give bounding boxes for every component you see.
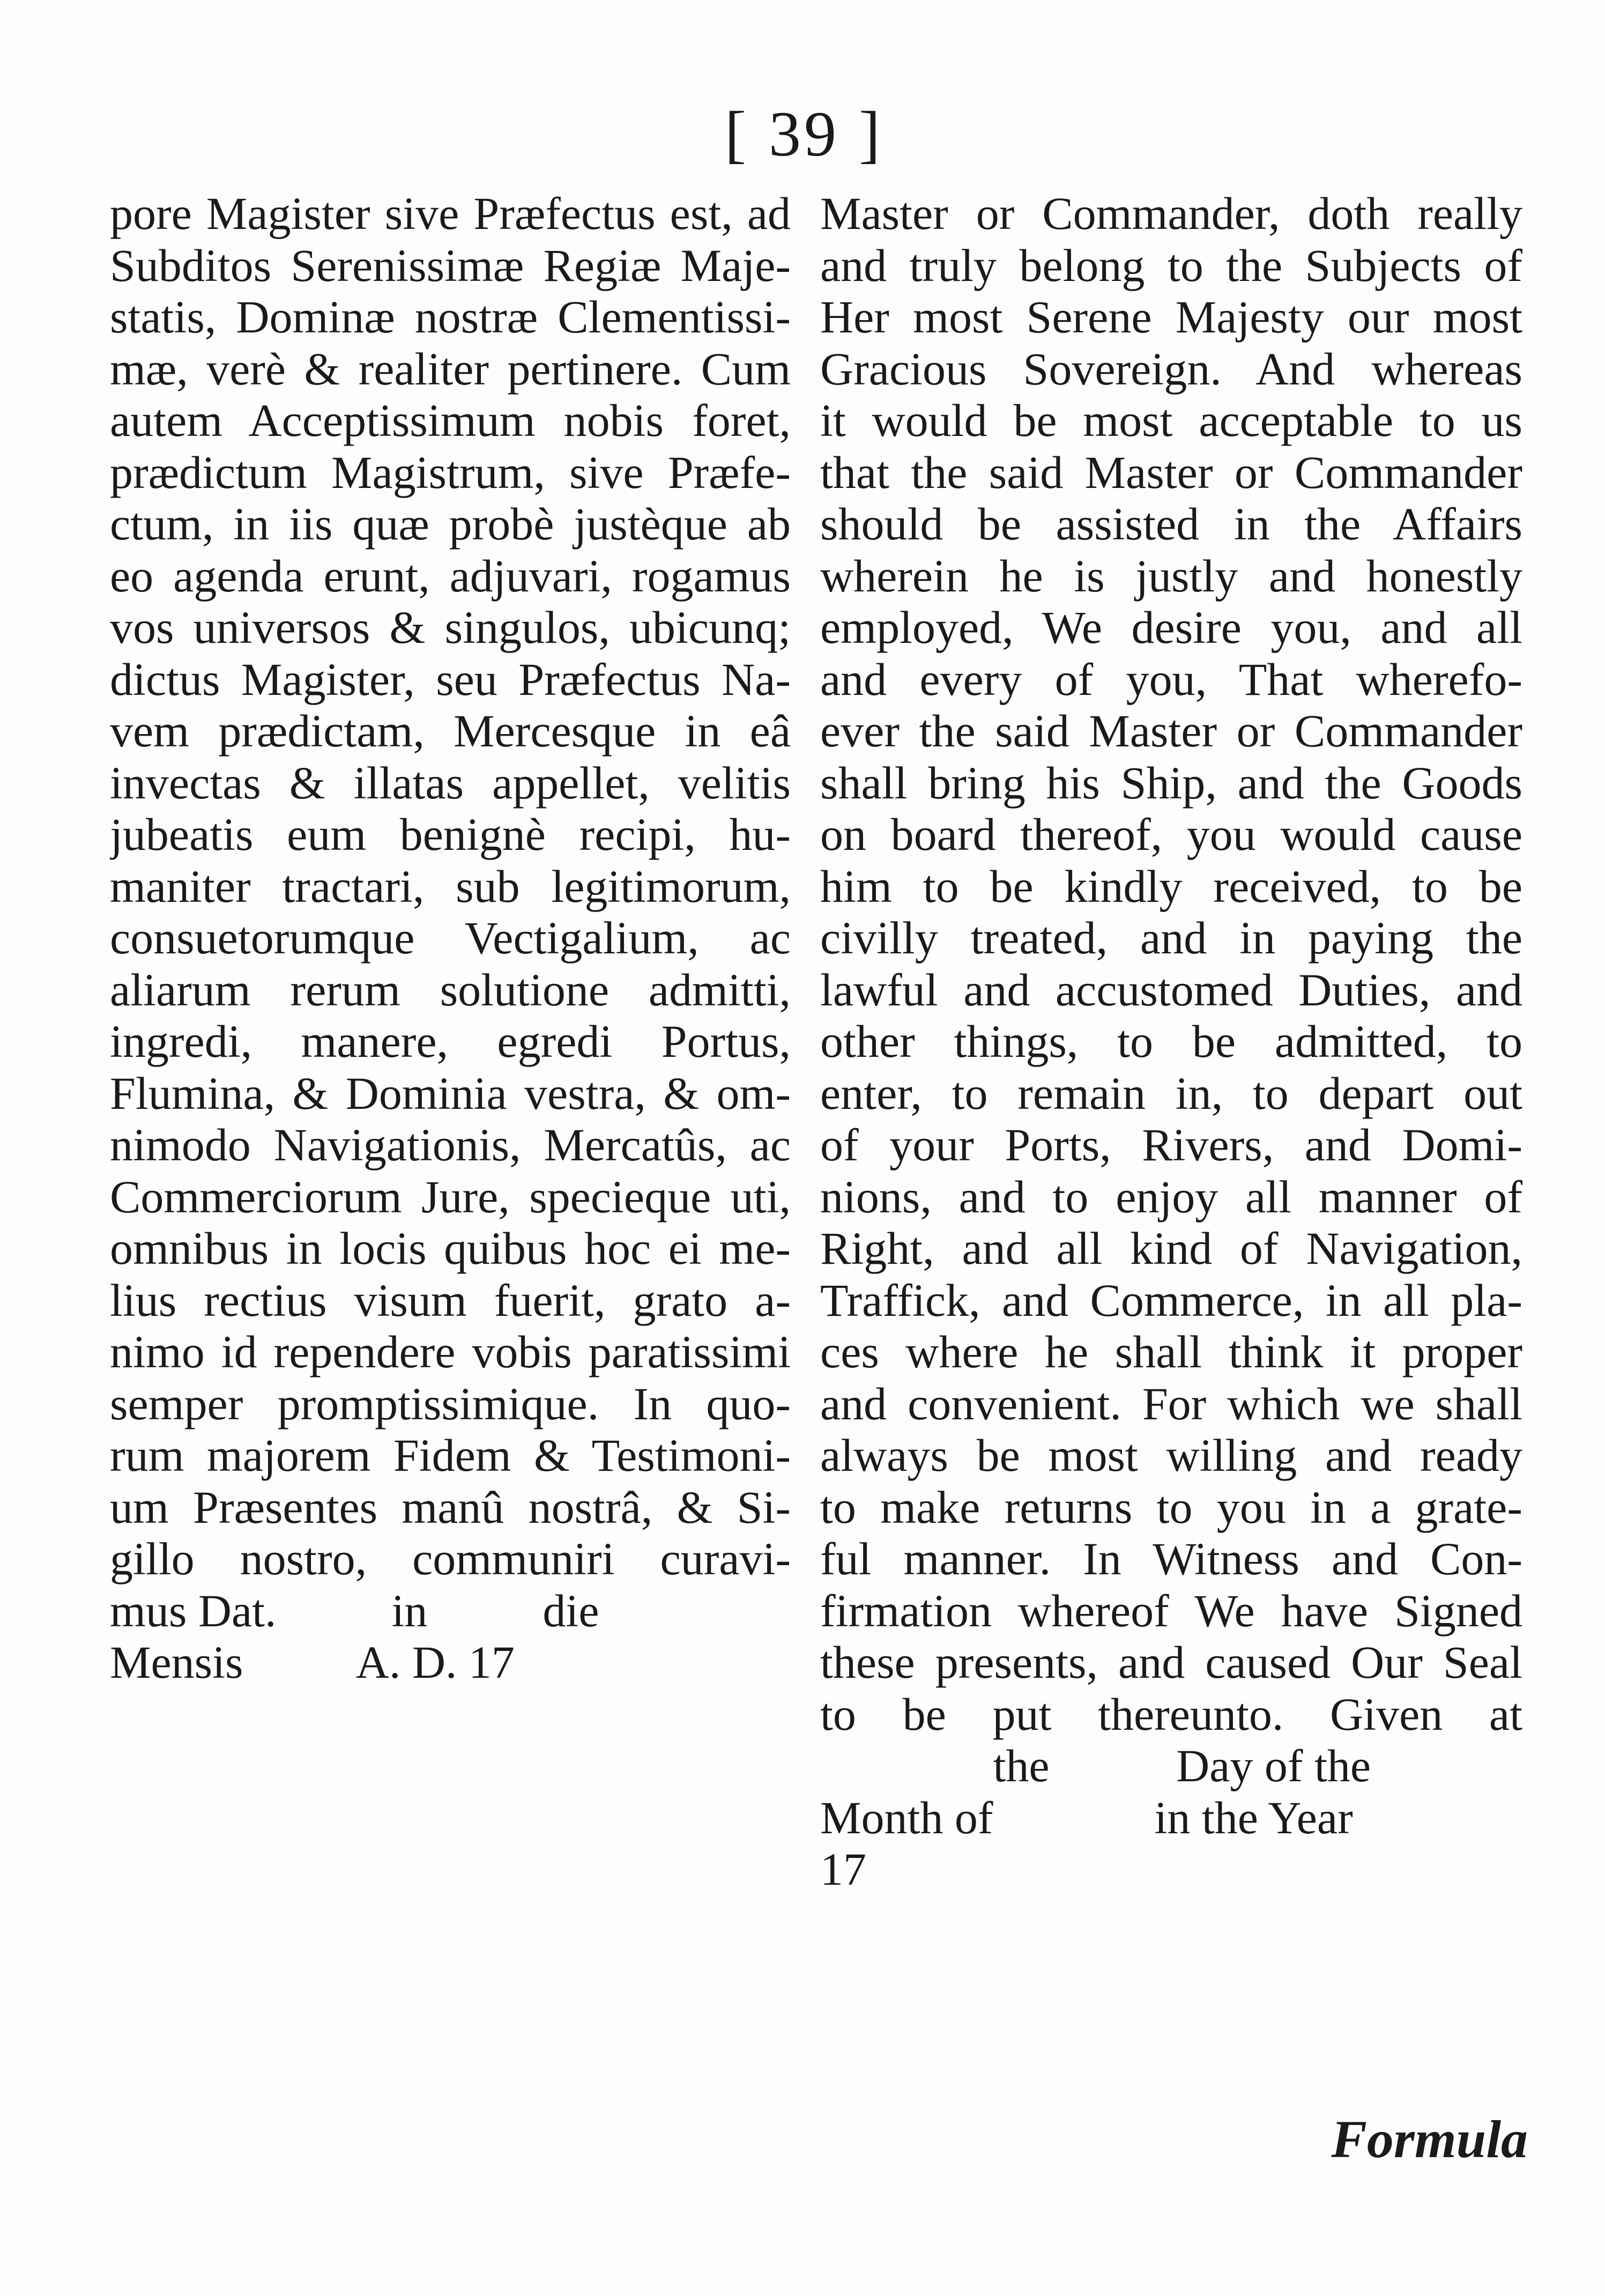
- latin-line: vos universos & singulos, ubicunq;: [110, 602, 791, 653]
- english-line: him to be kindly received, to be: [820, 860, 1522, 912]
- english-line: Right, and all kind of Navigation,: [820, 1223, 1522, 1274]
- latin-line: prædictum Magistrum, sive Præfe-: [110, 446, 791, 498]
- latin-line: omnibus in locis quibus hoc ei me-: [110, 1223, 791, 1274]
- english-line: employed, We desire you, and all: [820, 602, 1522, 653]
- english-line: wherein he is justly and honestly: [820, 550, 1522, 602]
- english-line: Traffick, and Commerce, in all pla-: [820, 1274, 1522, 1326]
- english-line: 17: [820, 1843, 866, 1895]
- latin-line: mus Dat. in die: [110, 1584, 599, 1636]
- english-line: ful manner. In Witness and Con-: [820, 1533, 1522, 1584]
- latin-line: rum majorem Fidem & Testimoni-: [110, 1430, 791, 1481]
- english-line: ever the said Master or Commander: [820, 705, 1522, 757]
- latin-line: invectas & illatas appellet, velitis: [110, 757, 791, 809]
- english-line: lawful and accustomed Duties, and: [820, 964, 1522, 1016]
- english-line: and convenient. For which we shall: [820, 1377, 1522, 1430]
- english-line: and truly belong to the Subjects of: [820, 239, 1522, 291]
- catchword: Formula: [1331, 2109, 1528, 2169]
- english-line: ces where he shall think it proper: [820, 1326, 1522, 1377]
- english-line: to be put thereunto. Given at: [820, 1688, 1522, 1740]
- english-line: on board thereof, you would cause: [820, 809, 1522, 860]
- english-line: it would be most acceptable to us: [820, 395, 1522, 446]
- english-line: should be assisted in the Affairs: [820, 498, 1522, 550]
- latin-line: ingredi, manere, egredi Portus,: [110, 1016, 791, 1067]
- english-line: the Day of the: [820, 1740, 1371, 1791]
- latin-line: semper promptissimique. In quo-: [110, 1377, 791, 1430]
- english-line: to make returns to you in a grate-: [820, 1481, 1522, 1533]
- latin-line: nimo id rependere vobis paratissimi: [110, 1326, 791, 1377]
- latin-column: [110, 188, 791, 1688]
- english-line: and every of you, That wherefo-: [820, 653, 1522, 705]
- latin-line: gillo nostro, communiri curavi-: [110, 1533, 791, 1584]
- latin-line: autem Acceptissimum nobis foret,: [110, 395, 791, 446]
- english-line: other things, to be admitted, to: [820, 1016, 1522, 1067]
- latin-line: dictus Magister, seu Præfectus Na-: [110, 653, 791, 705]
- latin-line: consuetorumque Vectigalium, ac: [110, 912, 791, 964]
- latin-line: pore Magister sive Præfectus est, ad: [110, 188, 791, 239]
- english-line: of your Ports, Rivers, and Domi-: [820, 1119, 1522, 1171]
- latin-line: nimodo Navigationis, Mercatûs, ac: [110, 1119, 791, 1171]
- latin-line: maniter tractari, sub legitimorum,: [110, 860, 791, 912]
- english-line: enter, to remain in, to depart out: [820, 1067, 1522, 1119]
- latin-line: jubeatis eum benignè recipi, hu-: [110, 809, 791, 860]
- english-line: firmation whereof We have Signed: [820, 1584, 1522, 1636]
- english-column: [820, 188, 1522, 1895]
- english-line: always be most willing and ready: [820, 1430, 1522, 1481]
- latin-line: Commerciorum Jure, specieque uti,: [110, 1171, 791, 1223]
- english-line: Gracious Sovereign. And whereas: [820, 343, 1522, 395]
- latin-line: um Præsentes manû nostrâ, & Si-: [110, 1481, 791, 1533]
- latin-line: vem prædictam, Mercesque in eâ: [110, 705, 791, 757]
- latin-line: aliarum rerum solutione admitti,: [110, 964, 791, 1016]
- latin-line: ctum, in iis quæ probè justèque ab: [110, 498, 791, 550]
- latin-line: eo agenda erunt, adjuvari, rogamus: [110, 550, 791, 602]
- english-line: shall bring his Ship, and the Goods: [820, 757, 1522, 809]
- latin-line: Subditos Serenissimæ Regiæ Maje-: [110, 239, 791, 291]
- latin-line: lius rectius visum fuerit, grato a-: [110, 1274, 791, 1326]
- latin-line: Mensis A. D. 17: [110, 1636, 515, 1688]
- english-line: Her most Serene Majesty our most: [820, 291, 1522, 343]
- english-line: these presents, and caused Our Seal: [820, 1636, 1522, 1688]
- english-line: that the said Master or Commander: [820, 446, 1522, 498]
- english-line: Month of in the Year: [820, 1791, 1353, 1843]
- page-number: [ 39 ]: [725, 98, 883, 169]
- latin-line: statis, Dominæ nostræ Clementissi-: [110, 291, 791, 343]
- english-line: nions, and to enjoy all manner of: [820, 1171, 1522, 1223]
- english-line: civilly treated, and in paying the: [820, 912, 1522, 964]
- english-line: Master or Commander, doth really: [820, 188, 1522, 239]
- latin-line: mæ, verè & realiter pertinere. Cum: [110, 343, 791, 395]
- latin-line: Flumina, & Dominia vestra, & om-: [110, 1067, 791, 1119]
